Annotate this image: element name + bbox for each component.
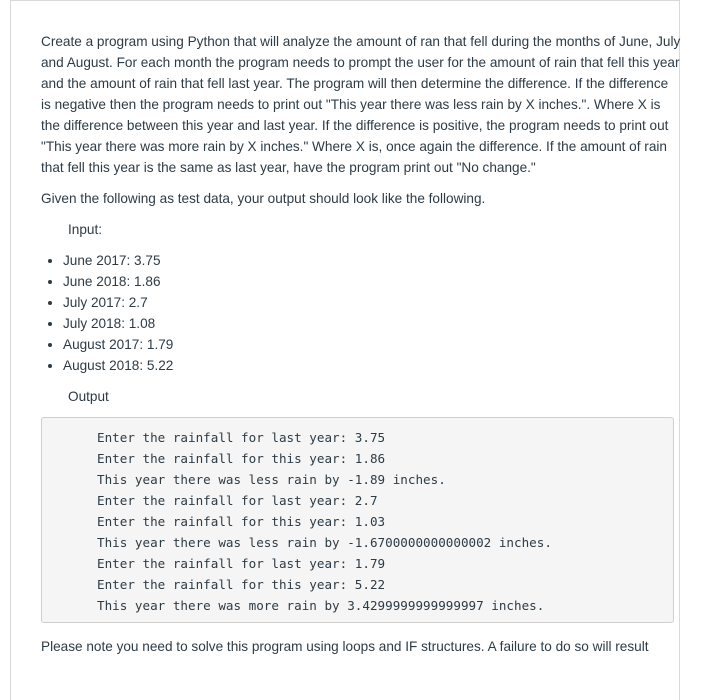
- code-line: This year there was less rain by -1.89 inches.: [97, 472, 446, 487]
- list-item: • August 2017: 1.79: [63, 334, 681, 355]
- code-line: Enter the rainfall for this year: 5.22: [97, 577, 386, 592]
- test-data-intro: Given the following as test data, your output should look like the following.: [41, 191, 486, 206]
- code-line: Enter the rainfall for last year: 3.75: [97, 430, 386, 445]
- assignment-card: [10, 0, 680, 700]
- list-item: • July 2017: 2.7: [63, 292, 681, 313]
- output-label: Output: [68, 389, 109, 404]
- list-item: • August 2018: 5.22: [63, 355, 681, 376]
- code-line: This year there was more rain by 3.4299999999999997 inches.: [97, 598, 545, 613]
- code-line: This year there was less rain by -1.6700000000000002 inches.: [97, 535, 552, 550]
- assignment-description: Create a program using Python that will analyze the amount of ran that fell during the months of June, July and August. For each month the program needs to prompt the user for the amount of rain that fell this year and the amount of rain that fell last year. The program will then determine the difference. If the difference is negative then the program needs to print out "This year there was less rain by X inches.". Where X is the difference between this year and last year. If the difference is positive, the program needs to print out "This year there was more rain by X inches." Where X is, once again the difference. If the amount of rain that fell this year is the same as last year, have the program print out "No change.": [41, 34, 681, 175]
- list-item: • June 2017: 3.75: [63, 250, 681, 271]
- code-line: Enter the rainfall for this year: 1.86: [97, 451, 386, 466]
- assignment-content: [41, 31, 681, 657]
- input-list: [41, 250, 681, 376]
- code-line: Enter the rainfall for last year: 2.7: [97, 493, 378, 508]
- output-code-block: [41, 417, 674, 623]
- code-line: Enter the rainfall for this year: 1.03: [97, 514, 386, 529]
- input-label: Input:: [68, 222, 103, 237]
- requirement-note: Please note you need to solve this program using loops and IF structures. A failure to do so will result: [41, 639, 649, 654]
- code-line: Enter the rainfall for last year: 1.79: [97, 556, 386, 571]
- list-item: • July 2018: 1.08: [63, 313, 681, 334]
- list-item: • June 2018: 1.86: [63, 271, 681, 292]
